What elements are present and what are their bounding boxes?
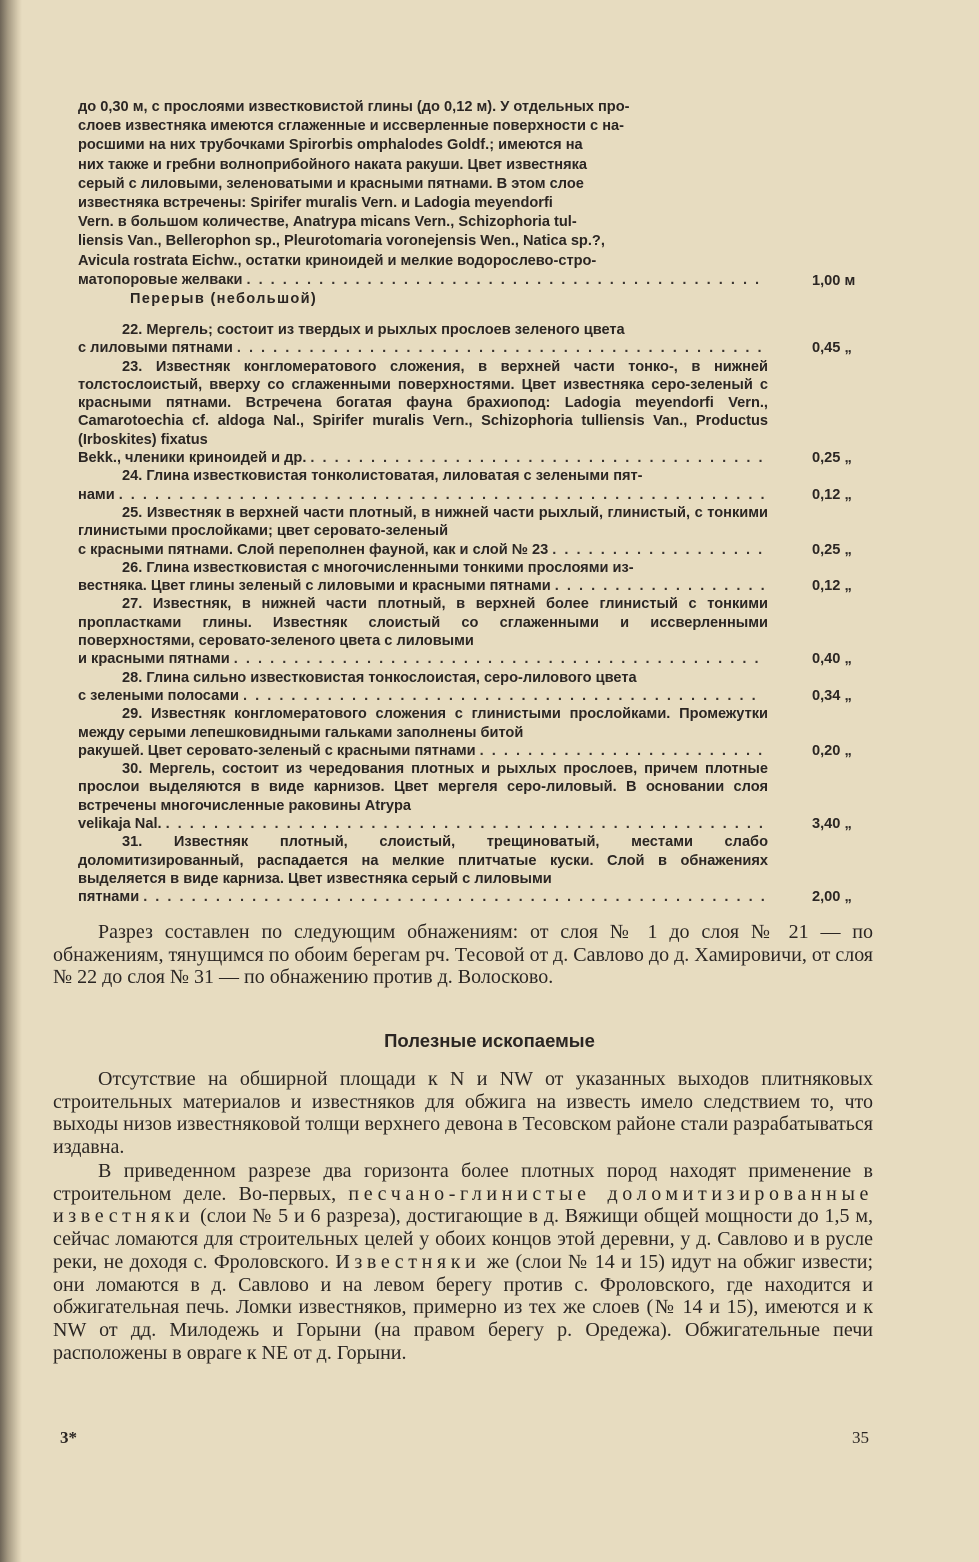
layer-last-line: ракушей. Цвет серовато-зеленый с красными пятнами [78,742,476,759]
layer-text: 22. Мергель; состоит из твердых и рыхлых прослоев зеленого цвета [122,322,625,338]
emphasized-term: Известняки [335,1250,481,1273]
leader-line [78,888,768,906]
layer-last-line: Bekk., членики криноидей и др. [78,450,307,467]
signature-mark: 3* [60,1428,77,1447]
layer-last-line: пятнами [78,889,140,906]
text-line: liensis Van., Bellerophon sp., Pleurotomaria voronejensis Wen., Natica sp.?, [78,233,605,250]
thickness-value: 0,25 „ [812,541,852,558]
paragraph [53,1160,873,1364]
leader-line [78,742,768,760]
dot-leader [555,577,764,595]
section-summary: Разрез составлен по следующим обнажениям: от слоя № 1 до слоя № 21 — по обнажениям, тянущимся по обоим берегам рч. Тесовой от д. Савлово до д. Хамировичи, от слоя № 22 до слоя № 31 — по обнажению против д. Волосково. [53,921,874,989]
thickness-value: 0,12 „ [812,486,852,503]
page-number: 35 [852,1428,869,1447]
dot-leader [246,271,764,290]
layer-text: 28. Глина сильно известковистая тонкослоистая, серо-лилового цвета [122,669,637,686]
thickness-value: 0,12 „ [812,578,852,595]
layer-text: 30. Мергель, состоит из чередования плотных и рыхлых прослоев, причем плотные прослои выделяются в виде карнизов. Цвет мергеля серо-лиловый. В основании слоя встречены многочисленные раковины Atrypa [78,761,768,814]
layer-entry [78,833,852,906]
thickness-value: 0,20 „ [812,742,852,759]
text-line: слоев известняка имеются сглаженные и иссверленные поверхности с на- [78,118,625,135]
text-line: Avicula rostrata Eichw., остатки криноидей и мелкие водорослево-стро- [78,252,597,269]
layer-entry [78,669,852,706]
layer-text: 27. Известняк, в нижней части плотный, в верхней более глинистый с тонкими пропластками глины. Известняк слоистый со сглаженными и иссверленными поверхностями, серовато-зеленого цвета с лиловыми [78,596,768,650]
layer-text: 26. Глина известковистая с многочисленными тонкими прослоями из- [122,559,634,576]
paragraph-text: (слои № 5 и 6 разреза), достигающие в д. Вяжищи общей мощности до 1,5 м, сейчас ломаются для строительных целей у обоих концов этой деревни, у д. Савлово и в русле реки, не доходя с. Фроловского. [53,1205,874,1273]
layer-text: 31. Известняк плотный, слоистый, трещиноватый, местами слабо доломитизированный, распадается на мелкие плитчатые куски. Слой в обнажениях выделяется в виде карниза. Цвет известняка серый с лиловыми [78,834,768,887]
leader-line [78,486,768,504]
layer-last-line: нами [78,486,115,503]
paragraph: Отсутствие на обширной площади к N и NW от указанных выходов плитняковых строительных материалов и известняков для обжига на известь имело следствием то, что выходы низов известняковой толщи верхнего девона в Тесовском районе стали разрабатываться издавна. [53,1068,873,1159]
layer-text: 25. Известняк в верхней части плотный, в нижней части рыхлый, глинистый, с тонкими глинистыми прослойками; цвет серовато-зеленый [78,504,768,540]
text-line: до 0,30 м, с прослоями известковистой глины (до 0,12 м). У отдельных про- [78,99,630,115]
leader-line [78,815,768,833]
dot-leader [143,888,764,906]
thickness-value: 0,45 „ [812,340,852,357]
thickness-value: 0,25 „ [812,450,852,467]
break-label: Перерыв (небольшой) [130,291,318,307]
thickness-value: 1,00 м [812,272,856,289]
thickness-value: 3,40 „ [812,816,852,833]
dot-leader [234,650,764,668]
leader-line [78,449,768,467]
dot-leader [480,742,764,760]
leader-line [78,541,768,559]
layer-entry [78,705,852,760]
layer-last-line: с лиловыми пятнами [78,340,233,357]
layer-last-line: вестняка. Цвет глины зеленый с лиловыми и красными пятнами [78,578,551,595]
layer-entry [78,595,852,668]
layer-last-line: с красными пятнами. Слой переполнен фауной, как и слой № 23 [78,541,549,558]
thickness-value: 2,00 „ [812,889,852,906]
layer-entry [78,559,852,596]
leader-line [78,271,768,290]
layer-text: 23. Известняк конгломератового сложения, в верхней части тонко-, в нижней толстослоистый, вверху со сглаженными поверхностями. Цвет известняка серо-зеленый с красными пятнами. Встречена богатая фауна брахиопод: Ladogia meyendorfi Vern., Camarotoechia cf. aldoga Nal., Spirifer muralis Vern., Schizophoria tulliensis Van., Productus (Irboskites) fixatus [78,358,768,448]
text-line: матопоровые желваки [78,271,243,288]
layer-last-line: с зелеными полосами [78,687,239,704]
dot-leader [310,449,764,467]
layer-text: 24. Глина известковистая тонколистоватая, лиловатая с зелеными пят- [122,468,643,485]
dot-leader [243,687,764,705]
layer-list [78,321,852,907]
leader-line [78,687,768,705]
thickness-value: 0,34 „ [812,687,852,704]
text-line: росшими на них трубочками Spirorbis omphalodes Goldf.; имеются на [78,137,583,154]
leader-line [78,650,768,668]
layer-21-description [78,98,856,290]
layer-text: 29. Известняк конгломератового сложения с глинистыми прослойками. Промежутки между серыми лепешковидными гальками заполнены битой [78,706,768,741]
leader-line [78,577,768,595]
layer-last-line: velikaja Nal. [78,816,162,833]
dot-leader [552,541,764,559]
section-heading: Полезные ископаемые [384,1030,595,1051]
leader-line [78,339,768,357]
dot-leader [166,815,764,833]
text-line: Vern. в большом количестве, Anatrypa micans Vern., Schizophoria tul- [78,214,577,231]
layer-entry [78,321,852,358]
dot-leader [237,339,764,357]
layer-entry [78,504,852,559]
dot-leader [119,486,764,504]
layer-entry [78,760,852,833]
paragraph-text: же (слои № 14 и 15) идут на обжиг извести; они ломаются в д. Савлово и на левом берегу против с. Фроловского, где находится и обжигательная печь. Ломки известняков, примерно из тех же слоев (№ 14 и 15), имеются и к NW от дд. Милодежь и Горыни (на правом берегу р. Оредежа). Обжигательные печи расположены в овраге к NE от д. Горыни. [53,1250,874,1364]
text-line: них также и гребни волноприбойного наката ракуши. Цвет известняка [78,156,588,173]
layer-entry [78,467,852,504]
layer-last-line: и красными пятнами [78,651,230,668]
thickness-value: 0,40 „ [812,651,852,668]
paragraph-text: В приведенном разрезе два горизонта более плотных пород находят применение в строительном деле. Во-первых, [53,1160,873,1205]
text-line: известняка встречены: Spirifer muralis Vern. и Ladogia meyendorfi [78,195,553,212]
layer-entry [78,358,852,468]
text-line: серый с лиловыми, зеленоватыми и красными пятнами. В этом слое [78,175,584,192]
emphasized-term: песчано-глинистые доломитизированные известняки [53,1182,873,1228]
